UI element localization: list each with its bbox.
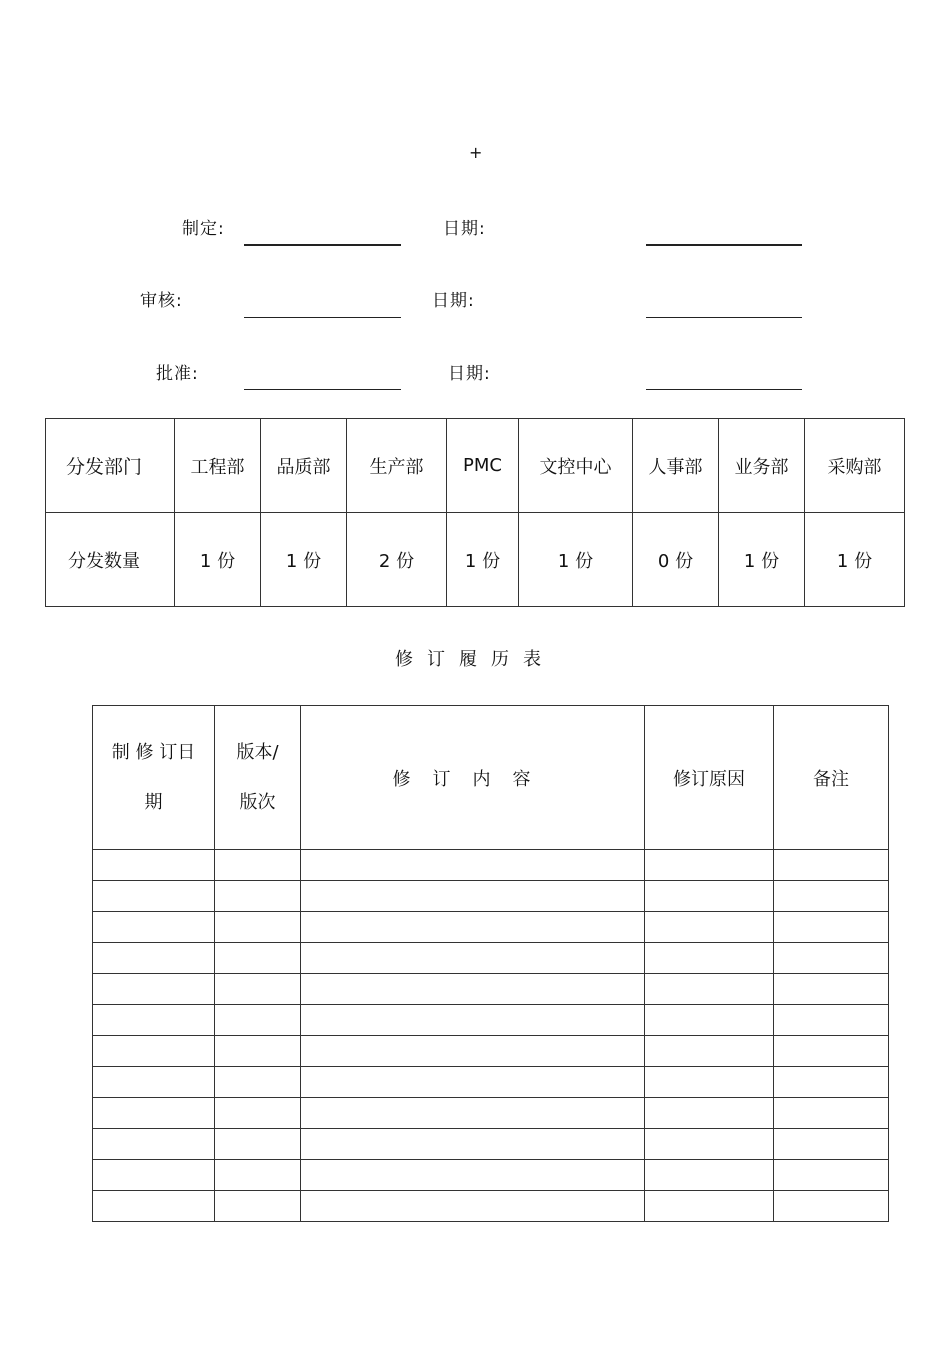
cell[interactable] xyxy=(774,974,889,1005)
table-row xyxy=(93,1005,889,1036)
col-date-line2: 期 xyxy=(144,791,163,813)
made-date-line[interactable] xyxy=(646,244,802,246)
distribution-table xyxy=(45,418,905,607)
col-date-header xyxy=(93,706,215,850)
approve-date-label: 日期: xyxy=(448,364,491,384)
revision-title: 修订履历表 xyxy=(395,649,555,670)
cell[interactable] xyxy=(645,1067,774,1098)
made-by-label: 制定: xyxy=(182,219,225,239)
review-line[interactable] xyxy=(244,317,401,318)
review-label: 审核: xyxy=(140,291,183,311)
cell[interactable] xyxy=(93,881,215,912)
col-version-header xyxy=(215,706,301,850)
cell[interactable] xyxy=(301,943,645,974)
table-row xyxy=(93,1067,889,1098)
cell[interactable] xyxy=(645,881,774,912)
dept-cell: 人事部 xyxy=(633,419,719,513)
cell[interactable] xyxy=(774,1098,889,1129)
header-mark: + xyxy=(469,143,483,162)
approve-date-line[interactable] xyxy=(646,389,802,390)
cell[interactable] xyxy=(301,1036,645,1067)
col-reason-header: 修订原因 xyxy=(645,706,774,850)
cell[interactable] xyxy=(93,974,215,1005)
table-row xyxy=(93,943,889,974)
cell[interactable] xyxy=(215,1191,301,1222)
col-note-header: 备注 xyxy=(774,706,889,850)
qty-cell: 2 份 xyxy=(347,513,447,607)
cell[interactable] xyxy=(774,881,889,912)
cell[interactable] xyxy=(93,943,215,974)
cell[interactable] xyxy=(93,1129,215,1160)
qty-cell: 1 份 xyxy=(719,513,805,607)
table-row xyxy=(93,1191,889,1222)
qty-cell: 1 份 xyxy=(447,513,519,607)
cell[interactable] xyxy=(645,1036,774,1067)
dept-cell: 业务部 xyxy=(719,419,805,513)
qty-cell: 1 份 xyxy=(805,513,905,607)
cell[interactable] xyxy=(93,1191,215,1222)
cell[interactable] xyxy=(774,1036,889,1067)
cell[interactable] xyxy=(301,881,645,912)
cell[interactable] xyxy=(301,850,645,881)
cell[interactable] xyxy=(93,850,215,881)
cell[interactable] xyxy=(774,1191,889,1222)
qty-cell: 1 份 xyxy=(261,513,347,607)
cell[interactable] xyxy=(93,1067,215,1098)
col-version-line2: 版次 xyxy=(239,791,276,813)
cell[interactable] xyxy=(301,1129,645,1160)
cell[interactable] xyxy=(301,1098,645,1129)
table-row xyxy=(93,1129,889,1160)
cell[interactable] xyxy=(215,850,301,881)
cell[interactable] xyxy=(645,974,774,1005)
cell[interactable] xyxy=(93,1160,215,1191)
cell[interactable] xyxy=(215,1129,301,1160)
cell[interactable] xyxy=(215,912,301,943)
dept-cell: 文控中心 xyxy=(519,419,633,513)
dept-cell: 品质部 xyxy=(261,419,347,513)
cell[interactable] xyxy=(774,912,889,943)
col-date-line1: 制 修 订日 xyxy=(111,741,196,763)
table-row xyxy=(93,974,889,1005)
cell[interactable] xyxy=(645,1191,774,1222)
cell[interactable] xyxy=(215,1160,301,1191)
cell[interactable] xyxy=(645,1160,774,1191)
qty-cell: 1 份 xyxy=(175,513,261,607)
dept-row xyxy=(46,419,905,513)
dept-cell: 生产部 xyxy=(347,419,447,513)
cell[interactable] xyxy=(645,912,774,943)
cell[interactable] xyxy=(215,1098,301,1129)
dept-cell: 采购部 xyxy=(805,419,905,513)
cell[interactable] xyxy=(301,1191,645,1222)
col-content-header: 修订内容 xyxy=(301,706,645,850)
made-by-line[interactable] xyxy=(244,244,401,246)
cell[interactable] xyxy=(774,1160,889,1191)
made-date-label: 日期: xyxy=(443,219,486,239)
col-version-line1: 版本/ xyxy=(236,741,279,763)
cell[interactable] xyxy=(301,974,645,1005)
cell[interactable] xyxy=(215,974,301,1005)
review-date-label: 日期: xyxy=(432,291,475,311)
cell[interactable] xyxy=(301,1160,645,1191)
cell[interactable] xyxy=(645,1005,774,1036)
dept-cell: 工程部 xyxy=(175,419,261,513)
cell[interactable] xyxy=(301,1067,645,1098)
qty-row xyxy=(46,513,905,607)
approve-label: 批准: xyxy=(156,364,199,384)
table-row xyxy=(93,1098,889,1129)
review-date-line[interactable] xyxy=(646,317,802,318)
dept-header: 分发部门 xyxy=(46,419,175,513)
cell[interactable] xyxy=(215,1067,301,1098)
table-row xyxy=(93,912,889,943)
cell[interactable] xyxy=(774,850,889,881)
cell[interactable] xyxy=(93,1005,215,1036)
cell[interactable] xyxy=(301,1005,645,1036)
cell[interactable] xyxy=(774,1129,889,1160)
cell[interactable] xyxy=(215,943,301,974)
cell[interactable] xyxy=(93,1036,215,1067)
table-row xyxy=(93,1160,889,1191)
approve-line[interactable] xyxy=(244,389,401,390)
cell[interactable] xyxy=(645,1098,774,1129)
qty-cell: 0 份 xyxy=(633,513,719,607)
cell[interactable] xyxy=(774,1005,889,1036)
revision-header-row xyxy=(93,706,889,850)
cell[interactable] xyxy=(774,1067,889,1098)
table-row xyxy=(93,850,889,881)
cell[interactable] xyxy=(93,1098,215,1129)
cell[interactable] xyxy=(645,850,774,881)
cell[interactable] xyxy=(645,943,774,974)
cell[interactable] xyxy=(215,881,301,912)
qty-header: 分发数量 xyxy=(46,513,175,607)
table-row xyxy=(93,881,889,912)
dept-cell: PMC xyxy=(447,419,519,513)
cell[interactable] xyxy=(645,1129,774,1160)
cell[interactable] xyxy=(774,943,889,974)
revision-table xyxy=(92,705,889,1222)
cell[interactable] xyxy=(301,912,645,943)
cell[interactable] xyxy=(93,912,215,943)
cell[interactable] xyxy=(215,1005,301,1036)
cell[interactable] xyxy=(215,1036,301,1067)
qty-cell: 1 份 xyxy=(519,513,633,607)
table-row xyxy=(93,1036,889,1067)
